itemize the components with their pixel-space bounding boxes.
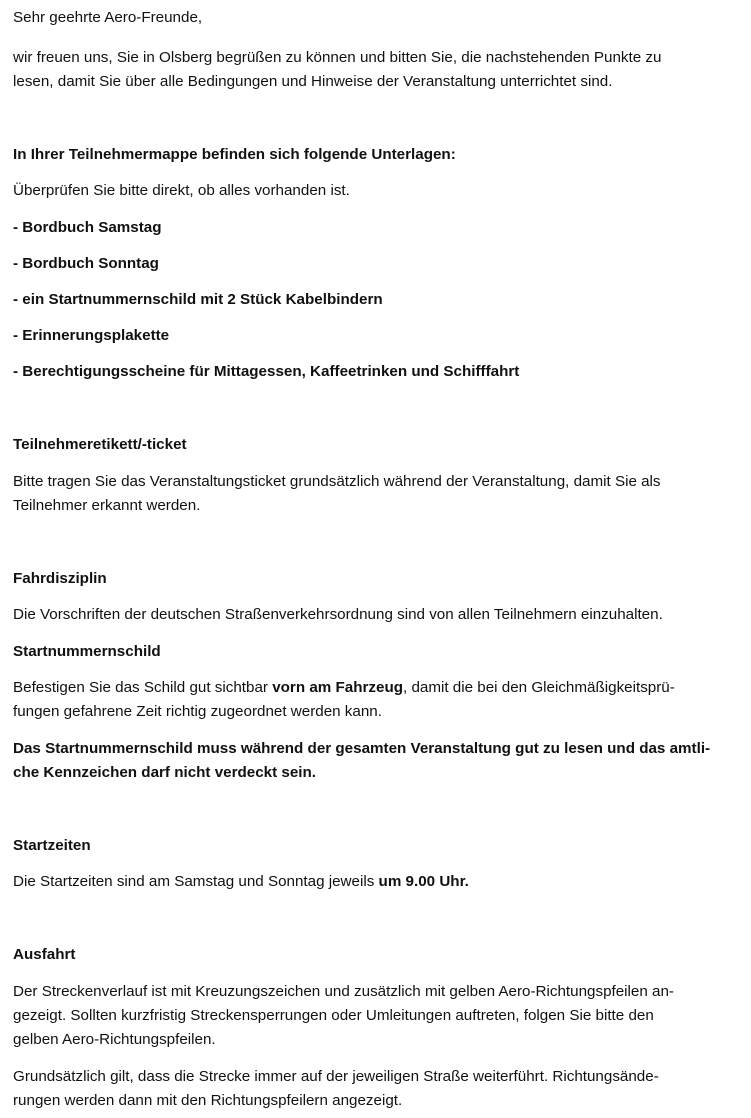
- documents-check-text: Überprüfen Sie bitte direkt, ob alles vorhanden ist.: [13, 182, 350, 199]
- document-item: - Bordbuch Samstag: [13, 219, 162, 236]
- document-item: - Berechtigungsscheine für Mittagessen, Kaffeetrinken und Schifffahrt: [13, 363, 520, 380]
- number-plate-notice-line-2: che Kennzeichen darf nicht verdeckt sein.: [13, 764, 317, 781]
- start-times-body: [13, 870, 469, 895]
- start-times-body-bold: um 9.00 Uhr.: [378, 873, 469, 890]
- documents-heading: In Ihrer Teilnehmermappe befinden sich folgende Unterlagen:: [13, 146, 456, 163]
- number-plate-notice-line-1: Das Startnummernschild muss während der gesamten Veranstaltung gut zu lesen und das amtli-: [13, 740, 711, 757]
- route-heading: Ausfahrt: [13, 946, 76, 963]
- number-plate-body-bold: vorn am Fahrzeug: [272, 679, 403, 696]
- number-plate-body-pre: Befestigen Sie das Schild gut sichtbar: [13, 679, 273, 696]
- number-plate-body-line-2: fungen gefahrene Zeit richtig zugeordnet werden kann.: [13, 703, 382, 720]
- ticket-body-line-2: Teilnehmer erkannt werden.: [13, 497, 201, 514]
- route-para2-line-1: Grundsätzlich gilt, dass die Strecke immer auf der jeweiligen Straße weiterführt. Richtungsände-: [13, 1068, 659, 1085]
- route-para1-line-3: gelben Aero-Richtungspfeilen.: [13, 1031, 216, 1048]
- ticket-body-line-1: Bitte tragen Sie das Veranstaltungsticket grundsätzlich während der Veranstaltung, damit Sie als: [13, 473, 661, 490]
- number-plate-body-line-1: [13, 676, 675, 701]
- ticket-heading: Teilnehmeretikett/-ticket: [13, 436, 187, 453]
- route-para2-line-2: rungen werden dann mit den Richtungspfeilern angezeigt.: [13, 1092, 403, 1109]
- discipline-heading: Fahrdisziplin: [13, 570, 107, 587]
- document-item: - Erinnerungsplakette: [13, 327, 170, 344]
- intro-line-1: wir freuen uns, Sie in Olsberg begrüßen zu können und bitten Sie, die nachstehenden Punkte zu: [13, 49, 662, 66]
- discipline-body: Die Vorschriften der deutschen Straßenverkehrsordnung sind von allen Teilnehmern einzuhalten.: [13, 606, 663, 623]
- number-plate-body-post: , damit die bei den Gleichmäßigkeitsprü-: [403, 679, 675, 696]
- start-times-heading: Startzeiten: [13, 837, 91, 854]
- route-para1-line-1: Der Streckenverlauf ist mit Kreuzungszeichen und zusätzlich mit gelben Aero-Richtungspfeilen an-: [13, 983, 674, 1000]
- document-item: - Bordbuch Sonntag: [13, 255, 159, 272]
- intro-line-2: lesen, damit Sie über alle Bedingungen und Hinweise der Veranstaltung unterrichtet sind.: [13, 73, 613, 90]
- salutation: Sehr geehrte Aero-Freunde,: [13, 9, 203, 26]
- document-item: - ein Startnummernschild mit 2 Stück Kabelbindern: [13, 291, 383, 308]
- number-plate-heading: Startnummernschild: [13, 643, 161, 660]
- start-times-body-pre: Die Startzeiten sind am Samstag und Sonntag jeweils: [13, 873, 379, 890]
- route-para1-line-2: gezeigt. Sollten kurzfristig Streckensperrungen oder Umleitungen auftreten, folgen Sie bitte den: [13, 1007, 654, 1024]
